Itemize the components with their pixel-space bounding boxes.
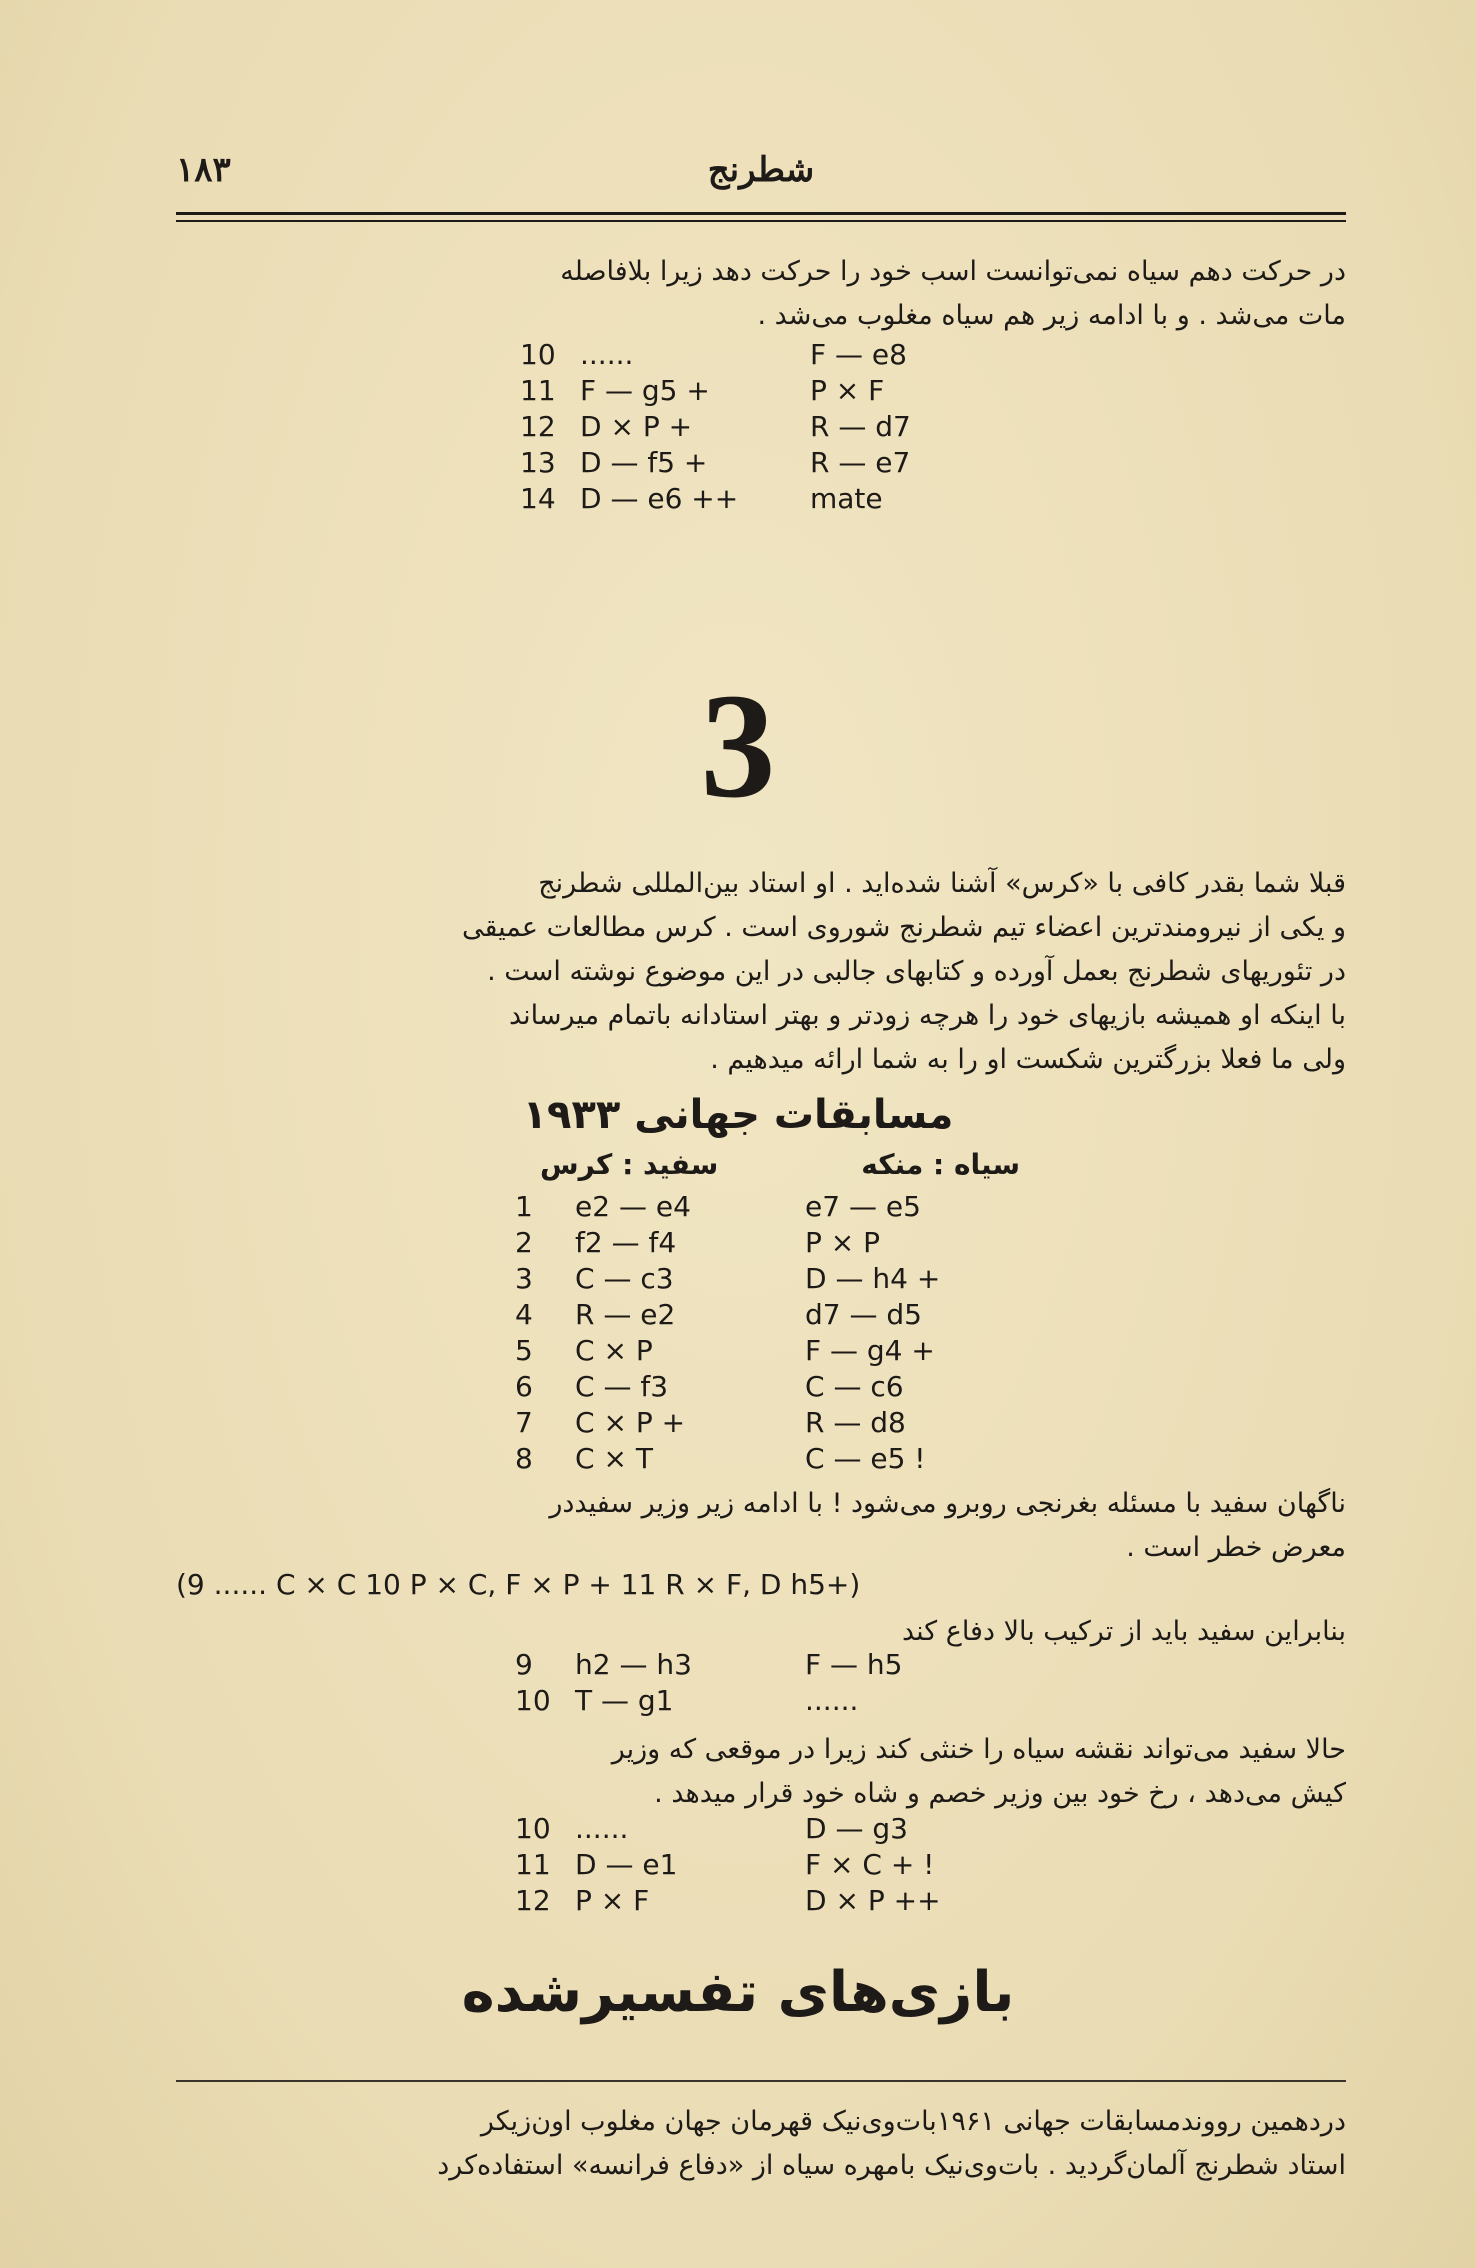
white-move: D — e1: [575, 1848, 678, 1881]
white-move: C — c3: [575, 1262, 674, 1295]
black-move: mate: [810, 482, 883, 515]
match-heading: مسابقات جهانی ۱۹۳۳: [522, 1092, 954, 1138]
paragraph-line: ولی ما فعلا بزرگترین شکست او را به شما ارائه میدهیم .: [710, 1044, 1346, 1075]
running-title: شطرنج: [707, 150, 815, 190]
paragraph-line: کیش می‌دهد ، رخ خود بین وزیر خصم و شاه خود قرار میدهد .: [654, 1778, 1346, 1809]
white-move: C × P +: [575, 1406, 686, 1439]
move-number: 10: [515, 1684, 551, 1717]
black-move: D — g3: [805, 1812, 908, 1845]
moves-table-c: [515, 1648, 1035, 1720]
move-number: 13: [520, 446, 556, 479]
white-move: C × T: [575, 1442, 653, 1475]
move-row: [520, 338, 1040, 374]
black-move: e7 — e5: [805, 1190, 921, 1223]
move-number: 9: [515, 1648, 533, 1681]
black-move: C — e5 !: [805, 1442, 926, 1475]
move-number: 11: [520, 374, 556, 407]
white-move: C — f3: [575, 1370, 669, 1403]
move-row: [515, 1812, 1035, 1848]
move-row: [515, 1442, 1035, 1478]
black-move: C — c6: [805, 1370, 904, 1403]
move-number: 3: [515, 1262, 533, 1295]
move-row: [520, 482, 1040, 518]
white-move: h2 — h3: [575, 1648, 692, 1681]
white-move: D — e6 ++: [580, 482, 739, 515]
black-move: P × F: [810, 374, 885, 407]
white-move: e2 — e4: [575, 1190, 691, 1223]
black-move: R — d7: [810, 410, 911, 443]
intro-line: مات می‌شد . و با ادامه زیر هم سیاه مغلوب می‌شد .: [757, 300, 1346, 331]
paragraph-line: و یکی از نیرومندترین اعضاء تیم شطرنج شوروی است . کرس مطالعات عمیقی: [461, 912, 1346, 943]
white-move: R — e2: [575, 1298, 676, 1331]
move-number: 5: [515, 1334, 533, 1367]
move-number: 14: [520, 482, 556, 515]
black-move: R — e7: [810, 446, 911, 479]
move-row: [520, 410, 1040, 446]
move-row: [520, 446, 1040, 482]
intro-paragraph: [176, 250, 1346, 338]
paragraph-line: حالا سفید می‌تواند نقشه سیاه را خنثی کند زیرا در موقعی که وزیر: [611, 1734, 1346, 1765]
move-number: 11: [515, 1848, 551, 1881]
paragraph-line: بنابراین سفید باید از ترکیب بالا دفاع کند: [901, 1616, 1346, 1647]
black-move: D — h4 +: [805, 1262, 941, 1295]
paragraph-line: با اینکه او همیشه بازیهای خود را هرچه زودتر و بهتر استادانه باتمام میرساند: [509, 1000, 1346, 1031]
black-move: F — g4 +: [805, 1334, 935, 1367]
page-header: [176, 150, 1346, 210]
paragraph-line: دردهمین رووندمسابقات جهانی ۱۹۶۱بات‌وی‌نیک قهرمان جهان مغلوب اون‌زیکر: [480, 2106, 1346, 2137]
black-move: d7 — d5: [805, 1298, 922, 1331]
variation-line: (9 ...... C × C 10 P × C, F × P + 11 R × F, D h5+): [176, 1568, 861, 1601]
paragraph-line: معرض خطر است .: [1126, 1532, 1346, 1563]
black-move: P × P: [805, 1226, 881, 1259]
move-number: 4: [515, 1298, 533, 1331]
moves-table-d: [515, 1812, 1035, 1920]
move-number: 12: [520, 410, 556, 443]
move-number: 6: [515, 1370, 533, 1403]
intro-line: در حرکت دهم سیاه نمی‌توانست اسب خود را حرکت دهد زیرا بلافاصله: [560, 256, 1346, 287]
black-move: F — h5: [805, 1648, 903, 1681]
header-rule-thin: [176, 220, 1346, 222]
paragraph-line: استاد شطرنج آلمان‌گردید . بات‌وی‌نیک بامهره سیاه از «دفاع فرانسه» استفاده‌کرد: [437, 2150, 1346, 2181]
move-number: 12: [515, 1884, 551, 1917]
move-number: 1: [515, 1190, 533, 1223]
black-move: D × P ++: [805, 1884, 941, 1917]
move-row: [520, 374, 1040, 410]
white-move: ......: [575, 1812, 629, 1845]
move-row: [515, 1884, 1035, 1920]
players-line: [500, 1148, 1020, 1188]
threat-paragraph: [176, 1482, 1346, 1570]
white-move: C × P: [575, 1334, 653, 1367]
move-number: 10: [520, 338, 556, 371]
move-row: [515, 1848, 1035, 1884]
black-move: F × C + !: [805, 1848, 935, 1881]
page-number: ۱۸۳: [176, 150, 231, 190]
move-row: [515, 1298, 1035, 1334]
move-number: 8: [515, 1442, 533, 1475]
black-player: سیاه : منکه: [861, 1148, 1020, 1181]
header-rule: [176, 212, 1346, 215]
white-move: ......: [580, 338, 634, 371]
section-rule: [176, 2080, 1346, 2082]
move-row: [515, 1406, 1035, 1442]
white-move: F — g5 +: [580, 374, 710, 407]
plan-paragraph: [176, 1728, 1346, 1816]
white-move: D × P +: [580, 410, 693, 443]
black-move: F — e8: [810, 338, 907, 371]
section-heading: بازی‌های تفسیرشده: [461, 1960, 1015, 2025]
kres-paragraph: [176, 862, 1346, 1082]
white-player: سفید : کرس: [540, 1148, 719, 1181]
black-move: ......: [805, 1684, 859, 1717]
paragraph-line: قبلا شما بقدر کافی با «کرس» آشنا شده‌اید . او استاد بین‌المللی شطرنج: [538, 868, 1346, 899]
closing-paragraph: [176, 2100, 1346, 2188]
section-number: 3: [700, 663, 776, 829]
move-row: [515, 1262, 1035, 1298]
move-row: [515, 1684, 1035, 1720]
move-row: [515, 1334, 1035, 1370]
black-move: R — d8: [805, 1406, 906, 1439]
white-move: T — g1: [575, 1684, 674, 1717]
paragraph-line: در تئوریهای شطرنج بعمل آورده و کتابهای جالبی در این موضوع نوشته است .: [487, 956, 1346, 987]
white-move: D — f5 +: [580, 446, 708, 479]
white-move: f2 — f4: [575, 1226, 677, 1259]
move-number: 2: [515, 1226, 533, 1259]
move-row: [515, 1648, 1035, 1684]
move-row: [515, 1226, 1035, 1262]
move-number: 10: [515, 1812, 551, 1845]
white-move: P × F: [575, 1884, 650, 1917]
move-row: [515, 1370, 1035, 1406]
move-row: [515, 1190, 1035, 1226]
move-number: 7: [515, 1406, 533, 1439]
moves-table-a: [520, 338, 1040, 518]
paragraph-line: ناگهان سفید با مسئله بغرنجی روبرو می‌شود ! با ادامه زیر وزیر سفیددر: [549, 1488, 1346, 1519]
moves-table-b: [515, 1190, 1035, 1478]
